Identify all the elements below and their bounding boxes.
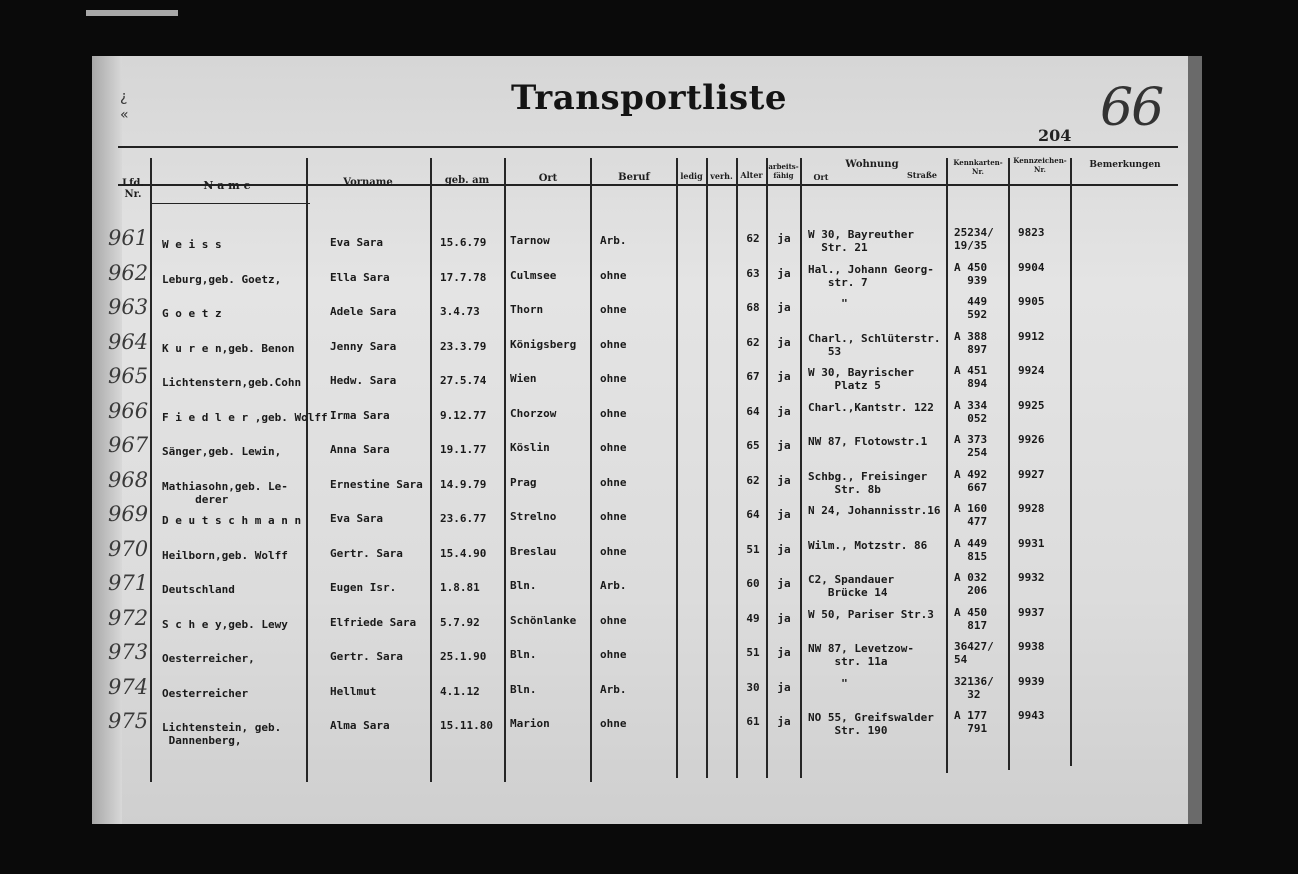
row-vorname: Jenny Sara — [330, 339, 397, 353]
row-kennzeichen: 9905 — [1018, 295, 1045, 308]
row-beruf: Arb. — [600, 682, 627, 696]
row-wohnung: W 30, Bayrischer Platz 5 — [808, 366, 914, 392]
row-name: F i e d l e r ,geb. Wolff — [162, 410, 328, 424]
row-alter: 60 — [746, 577, 760, 590]
row-nr: 964 — [108, 329, 149, 354]
row-wohnung: " — [808, 676, 848, 690]
header-lfd: Lfd. Nr. — [122, 178, 144, 200]
column-divider — [946, 158, 948, 773]
row-kennzeichen: 9927 — [1018, 467, 1045, 481]
header-wohnung-ort: Ort — [813, 172, 829, 182]
header-top-rule — [118, 146, 1178, 148]
row-name: Oesterreicher, — [162, 652, 255, 665]
column-divider — [766, 158, 768, 778]
row-vorname: Alma Sara — [330, 719, 390, 732]
row-arbeit: ja — [777, 646, 791, 659]
column-divider — [736, 158, 738, 778]
row-name: Leburg,geb. Goetz, — [162, 272, 282, 286]
row-beruf: ohne — [600, 337, 627, 351]
row-vorname: Eva Sara — [330, 512, 383, 525]
row-kennkarte: A 450 817 — [954, 605, 988, 632]
row-nr: 967 — [108, 433, 149, 457]
header-arbeitsfaehig: arbeits- fähig — [768, 162, 799, 180]
row-beruf: ohne — [600, 406, 627, 420]
corner-mark: ¿ « — [120, 89, 129, 123]
row-name: G o e t z — [162, 307, 222, 320]
row-kennzeichen: 9912 — [1018, 329, 1045, 343]
row-arbeit: ja — [777, 370, 791, 383]
header-bemerkungen: Bemerkungen — [1089, 160, 1161, 170]
row-arbeit: ja — [777, 301, 791, 314]
row-kennzeichen: 9924 — [1018, 364, 1045, 377]
header-verh: verh. — [710, 171, 733, 181]
row-kennkarte: 449 592 — [967, 295, 988, 321]
row-kennzeichen: 9939 — [1018, 674, 1045, 688]
row-kennkarte: A 032 206 — [954, 571, 988, 597]
row-beruf: ohne — [600, 268, 627, 282]
row-nr: 972 — [108, 605, 149, 630]
row-vorname: Adele Sara — [330, 305, 397, 318]
row-wohnung: Charl., Schlüterstr. 53 — [808, 331, 941, 358]
header-kennzeichen: Kennzeichen- Nr. — [1013, 156, 1067, 174]
header-ledig: ledig — [680, 171, 703, 181]
row-nr: 962 — [108, 260, 149, 285]
row-kennkarte: 25234/ 19/35 — [954, 226, 994, 252]
row-ort: Strelno — [510, 510, 557, 523]
row-name: Sänger,geb. Lewin, — [162, 445, 282, 458]
row-name: Lichtenstern,geb.Cohn — [162, 376, 302, 389]
row-name: Deutschland — [162, 583, 235, 596]
row-nr: 969 — [108, 502, 149, 526]
document-title: Transportliste — [510, 78, 787, 118]
row-arbeit: ja — [777, 542, 791, 556]
row-arbeit: ja — [777, 473, 791, 487]
header-beruf: Beruf — [618, 172, 650, 183]
row-geb: 27.5.74 — [440, 374, 487, 387]
row-wohnung: Hal., Johann Georg- str. 7 — [808, 262, 934, 289]
row-name: Oesterreicher — [162, 686, 249, 700]
row-ort: Schönlanke — [510, 613, 577, 627]
row-kennzeichen: 9904 — [1018, 260, 1045, 274]
row-alter: 51 — [746, 646, 760, 659]
row-wohnung: W 50, Pariser Str.3 — [808, 607, 934, 621]
row-vorname: Hedw. Sara — [330, 374, 397, 387]
column-divider — [800, 158, 802, 778]
row-alter: 62 — [746, 335, 760, 349]
header-wohnung-strasse: Straße — [906, 170, 938, 180]
row-beruf: ohne — [600, 544, 627, 558]
row-kennkarte: A 388 897 — [954, 329, 988, 356]
column-divider — [1070, 158, 1072, 766]
row-vorname: Irma Sara — [330, 408, 390, 422]
row-vorname: Eva Sara — [330, 236, 383, 249]
row-kennkarte: A 451 894 — [954, 364, 988, 390]
row-beruf: ohne — [600, 717, 627, 730]
row-arbeit: ja — [777, 335, 791, 349]
row-alter: 62 — [746, 232, 760, 245]
row-ort: Culmsee — [510, 268, 557, 282]
row-kennzeichen: 9931 — [1018, 536, 1045, 550]
page-number: 204 — [1038, 126, 1072, 145]
row-beruf: ohne — [600, 303, 627, 316]
row-nr: 971 — [108, 571, 149, 595]
row-arbeit: ja — [777, 266, 791, 280]
row-alter: 67 — [746, 370, 760, 383]
row-kennzeichen: 9925 — [1018, 398, 1045, 412]
row-kennkarte: 36427/ 54 — [954, 640, 994, 666]
row-nr: 975 — [108, 709, 149, 733]
row-ort: Bln. — [510, 648, 537, 661]
column-divider — [504, 158, 506, 782]
row-nr: 966 — [108, 398, 149, 423]
row-name: Heilborn,geb. Wolff — [162, 548, 288, 562]
row-geb: 15.4.90 — [440, 546, 487, 560]
row-ort: Chorzow — [510, 406, 557, 420]
column-divider — [150, 158, 152, 782]
row-kennkarte: A 160 477 — [954, 502, 988, 528]
row-name: W e i s s — [162, 238, 222, 251]
row-ort: Tarnow — [510, 234, 550, 247]
row-kennkarte: A 373 254 — [954, 433, 988, 459]
row-vorname: Anna Sara — [330, 443, 390, 456]
row-wohnung: NW 87, Levetzow- str. 11a — [808, 642, 914, 668]
row-vorname: Hellmut — [330, 684, 377, 698]
row-name: Lichtenstein, geb. Dannenberg, — [162, 721, 282, 747]
film-edge-mark — [86, 10, 178, 16]
row-vorname: Eugen Isr. — [330, 581, 397, 594]
row-kennkarte: A 334 052 — [954, 398, 988, 425]
row-ort: Wien — [510, 372, 537, 385]
row-nr: 970 — [108, 536, 149, 561]
row-name: D e u t s c h m a n n — [162, 514, 302, 527]
header-ort: Ort — [538, 173, 558, 184]
row-alter: 63 — [746, 266, 760, 280]
row-geb: 17.7.78 — [440, 270, 487, 284]
row-kennkarte: A 177 791 — [954, 709, 988, 735]
header-geb: geb. am — [444, 175, 490, 186]
row-geb: 9.12.77 — [440, 408, 487, 422]
column-divider — [430, 158, 432, 782]
row-beruf: ohne — [600, 510, 627, 523]
row-wohnung: NW 87, Flotowstr.1 — [808, 435, 928, 448]
row-ort: Bln. — [510, 682, 537, 696]
row-arbeit: ja — [777, 439, 791, 452]
row-vorname: Gertr. Sara — [330, 546, 403, 560]
column-divider — [1008, 158, 1010, 770]
row-vorname: Gertr. Sara — [330, 650, 403, 663]
row-ort: Köslin — [510, 441, 550, 454]
row-alter: 68 — [746, 301, 760, 314]
row-arbeit: ja — [777, 577, 791, 590]
row-kennzeichen: 9823 — [1018, 226, 1045, 239]
row-wohnung: Schbg., Freisinger Str. 8b — [808, 469, 928, 496]
row-nr: 968 — [108, 467, 149, 492]
header-wohnung: Wohnung — [845, 159, 899, 170]
row-geb: 15.11.80 — [440, 719, 493, 732]
row-alter: 30 — [746, 680, 760, 694]
row-ort: Prag — [510, 475, 537, 489]
row-arbeit: ja — [777, 611, 791, 625]
row-nr: 973 — [108, 640, 149, 664]
row-kennzeichen: 9928 — [1018, 502, 1045, 515]
row-wohnung: Wilm., Motzstr. 86 — [808, 538, 928, 552]
header-second-rule — [150, 203, 310, 204]
row-wohnung: N 24, Johannisstr.16 — [808, 504, 941, 517]
row-alter: 64 — [746, 508, 760, 521]
row-vorname: Ella Sara — [330, 270, 390, 284]
row-ort: Bln. — [510, 579, 537, 592]
row-beruf: ohne — [600, 475, 627, 489]
row-name: Mathiasohn,geb. Le- derer — [162, 479, 288, 506]
row-geb: 4.1.12 — [440, 684, 480, 698]
row-wohnung: " — [808, 297, 848, 310]
row-nr: 963 — [108, 295, 149, 319]
header-alter: Alter — [740, 170, 763, 180]
row-geb: 23.3.79 — [440, 339, 487, 353]
row-beruf: ohne — [600, 441, 627, 454]
row-ort: Marion — [510, 717, 550, 730]
row-alter: 51 — [746, 542, 760, 556]
row-kennzeichen: 9938 — [1018, 640, 1045, 653]
row-arbeit: ja — [777, 715, 791, 728]
row-alter: 64 — [746, 404, 760, 418]
column-divider — [306, 158, 308, 782]
row-alter: 49 — [746, 611, 760, 625]
row-kennzeichen: 9937 — [1018, 605, 1045, 619]
header-kennkarten: Kennkarten- Nr. — [953, 158, 1003, 176]
row-geb: 1.8.81 — [440, 581, 480, 594]
column-divider — [590, 158, 592, 782]
row-kennkarte: 32136/ 32 — [954, 674, 994, 701]
column-divider — [706, 158, 708, 778]
row-ort: Thorn — [510, 303, 544, 316]
row-geb: 23.6.77 — [440, 512, 487, 525]
row-alter: 61 — [746, 715, 760, 728]
row-geb: 5.7.92 — [440, 615, 480, 629]
row-beruf: Arb. — [600, 234, 627, 247]
row-geb: 25.1.90 — [440, 650, 487, 663]
row-arbeit: ja — [777, 680, 791, 694]
row-arbeit: ja — [777, 404, 791, 418]
row-wohnung: C2, Spandauer Brücke 14 — [808, 573, 895, 599]
row-vorname: Elfriede Sara — [330, 615, 417, 629]
row-beruf: Arb. — [600, 579, 627, 592]
row-name: K u r e n,geb. Benon — [162, 341, 295, 355]
row-kennkarte: A 450 939 — [954, 260, 988, 287]
row-kennkarte: A 449 815 — [954, 536, 988, 563]
row-geb: 15.6.79 — [440, 236, 487, 249]
row-alter: 62 — [746, 473, 760, 487]
row-nr: 974 — [108, 674, 149, 699]
row-arbeit: ja — [777, 508, 791, 521]
header-name: N a m e — [203, 179, 251, 192]
row-name: S c h e y,geb. Lewy — [162, 617, 288, 631]
row-alter: 65 — [746, 439, 760, 452]
header-vorname: Vorname — [343, 177, 393, 188]
row-kennzeichen: 9926 — [1018, 433, 1045, 446]
row-geb: 19.1.77 — [440, 443, 487, 456]
row-kennzeichen: 9932 — [1018, 571, 1045, 584]
row-wohnung: W 30, Bayreuther Str. 21 — [808, 228, 914, 254]
row-beruf: ohne — [600, 648, 627, 661]
row-ort: Breslau — [510, 544, 557, 558]
row-wohnung: Charl.,Kantstr. 122 — [808, 400, 934, 414]
column-divider — [676, 158, 678, 778]
row-geb: 14.9.79 — [440, 477, 487, 491]
row-geb: 3.4.73 — [440, 305, 480, 318]
row-kennkarte: A 492 667 — [954, 467, 988, 494]
row-ort: Königsberg — [510, 337, 577, 351]
row-beruf: ohne — [600, 372, 627, 385]
handwritten-number: 66 — [1100, 78, 1163, 138]
row-wohnung: NO 55, Greifswalder Str. 190 — [808, 711, 934, 737]
row-beruf: ohne — [600, 613, 627, 627]
row-nr: 961 — [108, 226, 149, 250]
row-arbeit: ja — [777, 232, 791, 245]
row-nr: 965 — [108, 364, 149, 388]
row-vorname: Ernestine Sara — [330, 477, 423, 491]
row-kennzeichen: 9943 — [1018, 709, 1045, 722]
